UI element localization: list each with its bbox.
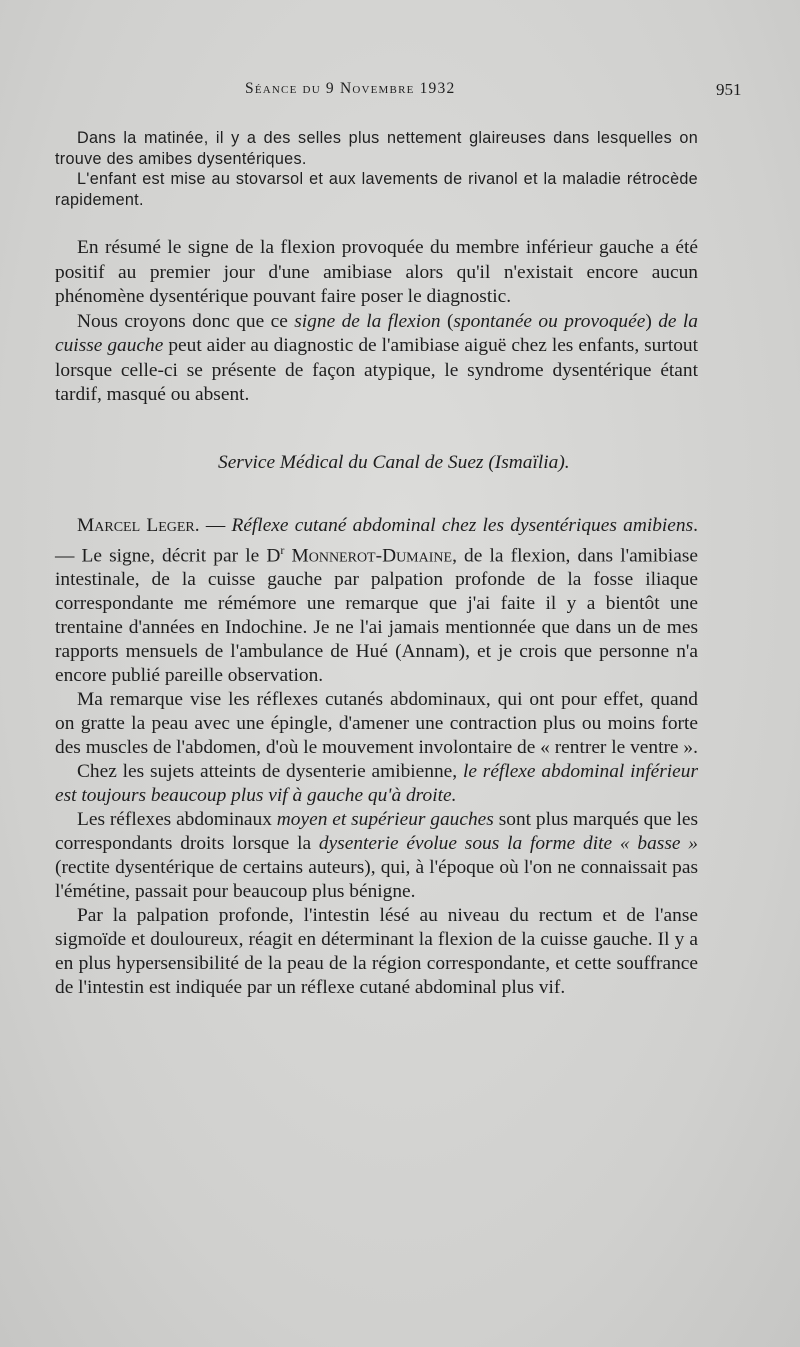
summary-paragraph-1: En résumé le signe de la flexion provoquée du membre inférieur gauche a été positif au premier jour d'une amibiase alors qu'il n'existait encore aucun phénomène dysentérique pouvant faire poser le diagnostic. (55, 237, 698, 307)
running-head: Séance du 9 Novembre 1932 (245, 80, 456, 97)
summary-paren-close: ) (645, 310, 659, 332)
intro-block (55, 128, 698, 211)
signature: Service Médical du Canal de Suez (Ismaïlia). (218, 452, 570, 473)
summary-text-end: peut aider au diagnostic de l'amibiase aiguë chez les enfants, surtout lorsque celle-ci se présente de façon atypique, le syndrome dysentérique étant tardif, masqué ou absent. (55, 335, 698, 405)
summary-em-sign: signe de la flexion (294, 310, 441, 332)
doctor-superscript: r (280, 543, 285, 557)
article-paragraph-5: Par la palpation profonde, l'intestin lésé au niveau du rectum et de l'anse sigmoïde et douloureux, réagit en déterminant la flexion de la cuisse gauche. Il y a en plus hypersensibilité de la peau de la région correspondante, et cette souffrance de l'intestin est indiquée par un réflexe cutané abdominal plus vif. (55, 905, 698, 999)
p4-text-c: sont plus marqués que les correspondants droits lorsque la (55, 809, 698, 855)
page-header (0, 80, 800, 104)
article-text-b: , de la flexion, dans l'amibiase intestinale, de la cuisse gauche par palpation profonde de la fosse iliaque correspondante me rémémore une remarque que j'ai faite il y a bientôt une trentaine d'années en Indochine. Je ne l'ai jamais mentionnée que dans un de mes rapports mensuels de l'ambulance de Hué (Annam), et je crois que personne n'a encore publié pareille observation. (55, 545, 698, 687)
p4-em-dysentery: dysenterie évolue sous la forme dite « basse » (318, 833, 698, 855)
cited-author: Monnerot-Dumaine (291, 545, 453, 567)
summary-block (55, 236, 698, 408)
p3-emphasis: le réflexe abdominal inférieur est toujours beaucoup plus vif à gauche qu'à droite. (55, 761, 698, 807)
page-number: 951 (716, 80, 742, 99)
intro-paragraph-1: Dans la matinée, il y a des selles plus nettement glaireuses dans lesquelles on trouve des amibes dysentériques. (55, 129, 698, 168)
summary-em-spontaneous: spontanée ou provoquée (453, 310, 646, 332)
author-name: Marcel Leger (77, 515, 195, 536)
summary-paren-open: ( (440, 310, 454, 332)
summary-text-a: Nous croyons donc que ce (77, 310, 295, 332)
article-paragraph-1 (55, 514, 698, 688)
article-text-a: . — Le signe, décrit par le D (55, 515, 698, 567)
title-separator: . — (194, 515, 232, 536)
article-title: Réflexe cutané abdominal chez les dysentériques amibiens (231, 515, 694, 536)
article-paragraph-4 (55, 808, 698, 904)
summary-paragraph-2 (55, 310, 698, 408)
article-block (55, 514, 698, 1000)
summary-em-thigh: de la cuisse gauche (55, 310, 698, 356)
intro-paragraph-2: L'enfant est mise au stovarsol et aux lavements de rivanol et la maladie rétrocède rapidement. (55, 170, 698, 210)
article-paragraph-3 (55, 760, 698, 808)
p4-em-reflexes: moyen et supérieur gauches (276, 809, 494, 831)
p3-text: Chez les sujets atteints de dysenterie amibienne, (77, 761, 463, 783)
p4-text-a: Les réflexes abdominaux (77, 809, 277, 831)
p4-text-e: (rectite dysentérique de certains auteurs), qui, à l'époque où l'on ne connaissait pas l'émétine, passait pour beaucoup plus bénigne. (55, 857, 698, 903)
article-paragraph-2: Ma remarque vise les réflexes cutanés abdominaux, qui ont pour effet, quand on gratte la peau avec une épingle, d'amener une contraction plus ou moins forte des muscles de l'abdomen, d'où le mouvement involontaire de « rentrer le ventre ». (55, 689, 698, 759)
